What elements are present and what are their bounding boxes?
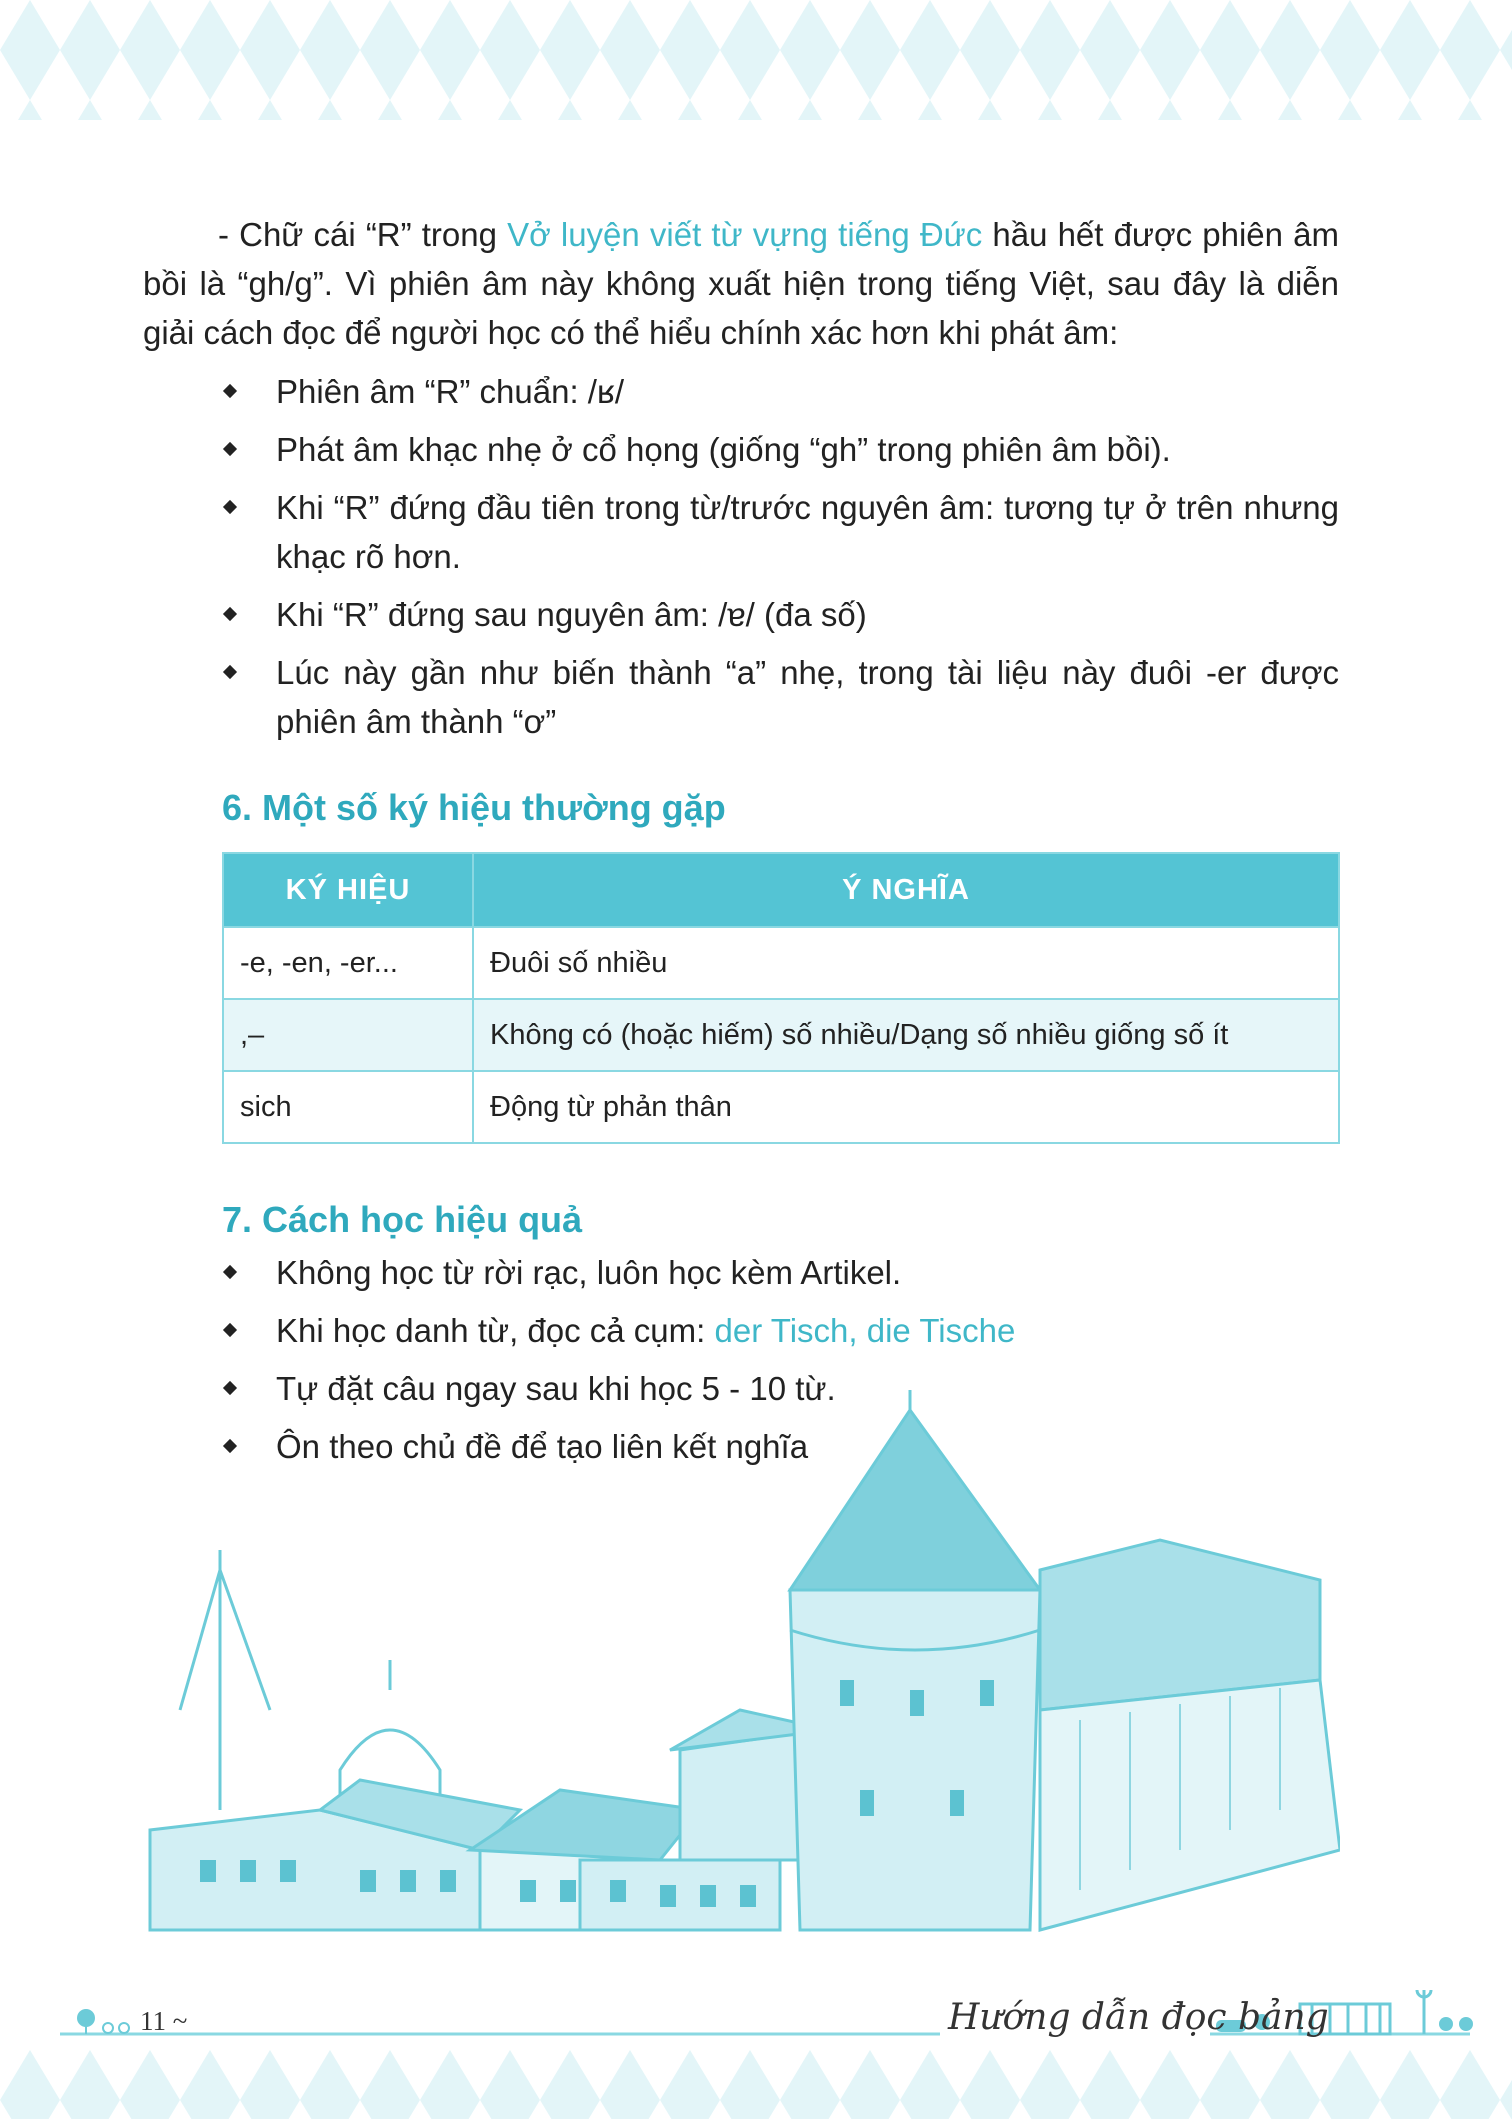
table-header-meaning: Ý NGHĨA [473, 853, 1339, 927]
list-item [143, 367, 1339, 416]
table-row [223, 999, 1339, 1071]
symbols-table [222, 852, 1340, 1144]
list-item [143, 590, 1339, 639]
list-item [143, 1306, 1339, 1355]
list-item-text: Khi “R” đứng sau nguyên âm: /ɐ/ (đa số) [276, 596, 867, 633]
list-item-text: Phát âm khạc nhẹ ở cổ họng (giống “gh” trong phiên âm bồi). [276, 431, 1171, 468]
diamond-bullet-icon [223, 607, 237, 621]
intro-suffix: hầu hết được phiên âm bồi là “gh/g”. Vì phiên âm này không xuất hiện trong tiếng Việt, sau đây là diễn giải cách đọc để người học có thể hiểu chính xác hơn khi phát âm: [143, 216, 1339, 351]
table-row [223, 1071, 1339, 1143]
table-cell: Động từ phản thân [473, 1071, 1339, 1143]
list-item [143, 648, 1339, 746]
intro-book-title: Vở luyện viết từ vựng tiếng Đức [507, 216, 983, 253]
page-content [143, 210, 1339, 1480]
table-header-symbol: KÝ HIỆU [223, 853, 473, 927]
list-item-text: Phiên âm “R” chuẩn: /ʁ/ [276, 373, 625, 410]
list-item-text: Khi học danh từ, đọc cả cụm: [276, 1312, 715, 1349]
table-cell: sich [223, 1071, 473, 1143]
castle-sketch-illustration [140, 1390, 1340, 1950]
page-number: 11 ~ [140, 2006, 188, 2036]
table-cell: Đuôi số nhiều [473, 927, 1339, 999]
list-item [143, 483, 1339, 581]
list-item-text: Ôn theo chủ đề để tạo liên kết nghĩa [276, 1428, 809, 1465]
top-diamond-pattern [0, 0, 1512, 120]
bottom-diamond-pattern [0, 2050, 1512, 2119]
section-7-heading: 7. Cách học hiệu quả [222, 1199, 583, 1240]
list-item-text: Không học từ rời rạc, luôn học kèm Artikel. [276, 1254, 902, 1291]
diamond-bullet-icon [223, 1323, 237, 1337]
diamond-bullet-icon [223, 442, 237, 456]
table-cell: Không có (hoặc hiếm) số nhiều/Dạng số nhiều giống số ít [473, 999, 1339, 1071]
diamond-bullet-icon [223, 384, 237, 398]
table-cell: -e, -en, -er... [223, 927, 473, 999]
guide-script-title: Hướng dẫn đọc bảng [948, 1997, 1329, 2038]
table-row [223, 927, 1339, 999]
list-item [143, 425, 1339, 474]
diamond-bullet-icon [223, 665, 237, 679]
list-item-text: Lúc này gần như biến thành “a” nhẹ, trong tài liệu này đuôi -er được phiên âm thành “ơ” [276, 654, 1339, 740]
section-6-heading: 6. Một số ký hiệu thường gặp [222, 787, 726, 828]
r-pronunciation-list [143, 367, 1339, 746]
list-item-text: Tự đặt câu ngay sau khi học 5 - 10 từ. [276, 1370, 836, 1407]
intro-paragraph [143, 210, 1339, 357]
diamond-bullet-icon [223, 500, 237, 514]
list-item [143, 1248, 1339, 1297]
list-item-text: Khi “R” đứng đầu tiên trong từ/trước nguyên âm: tương tự ở trên nhưng khạc rõ hơn. [276, 489, 1339, 575]
diamond-bullet-icon [223, 1265, 237, 1279]
intro-prefix: - Chữ cái “R” trong [218, 216, 508, 253]
table-cell: ,– [223, 999, 473, 1071]
example-phrase: der Tisch, die Tische [714, 1312, 1016, 1349]
